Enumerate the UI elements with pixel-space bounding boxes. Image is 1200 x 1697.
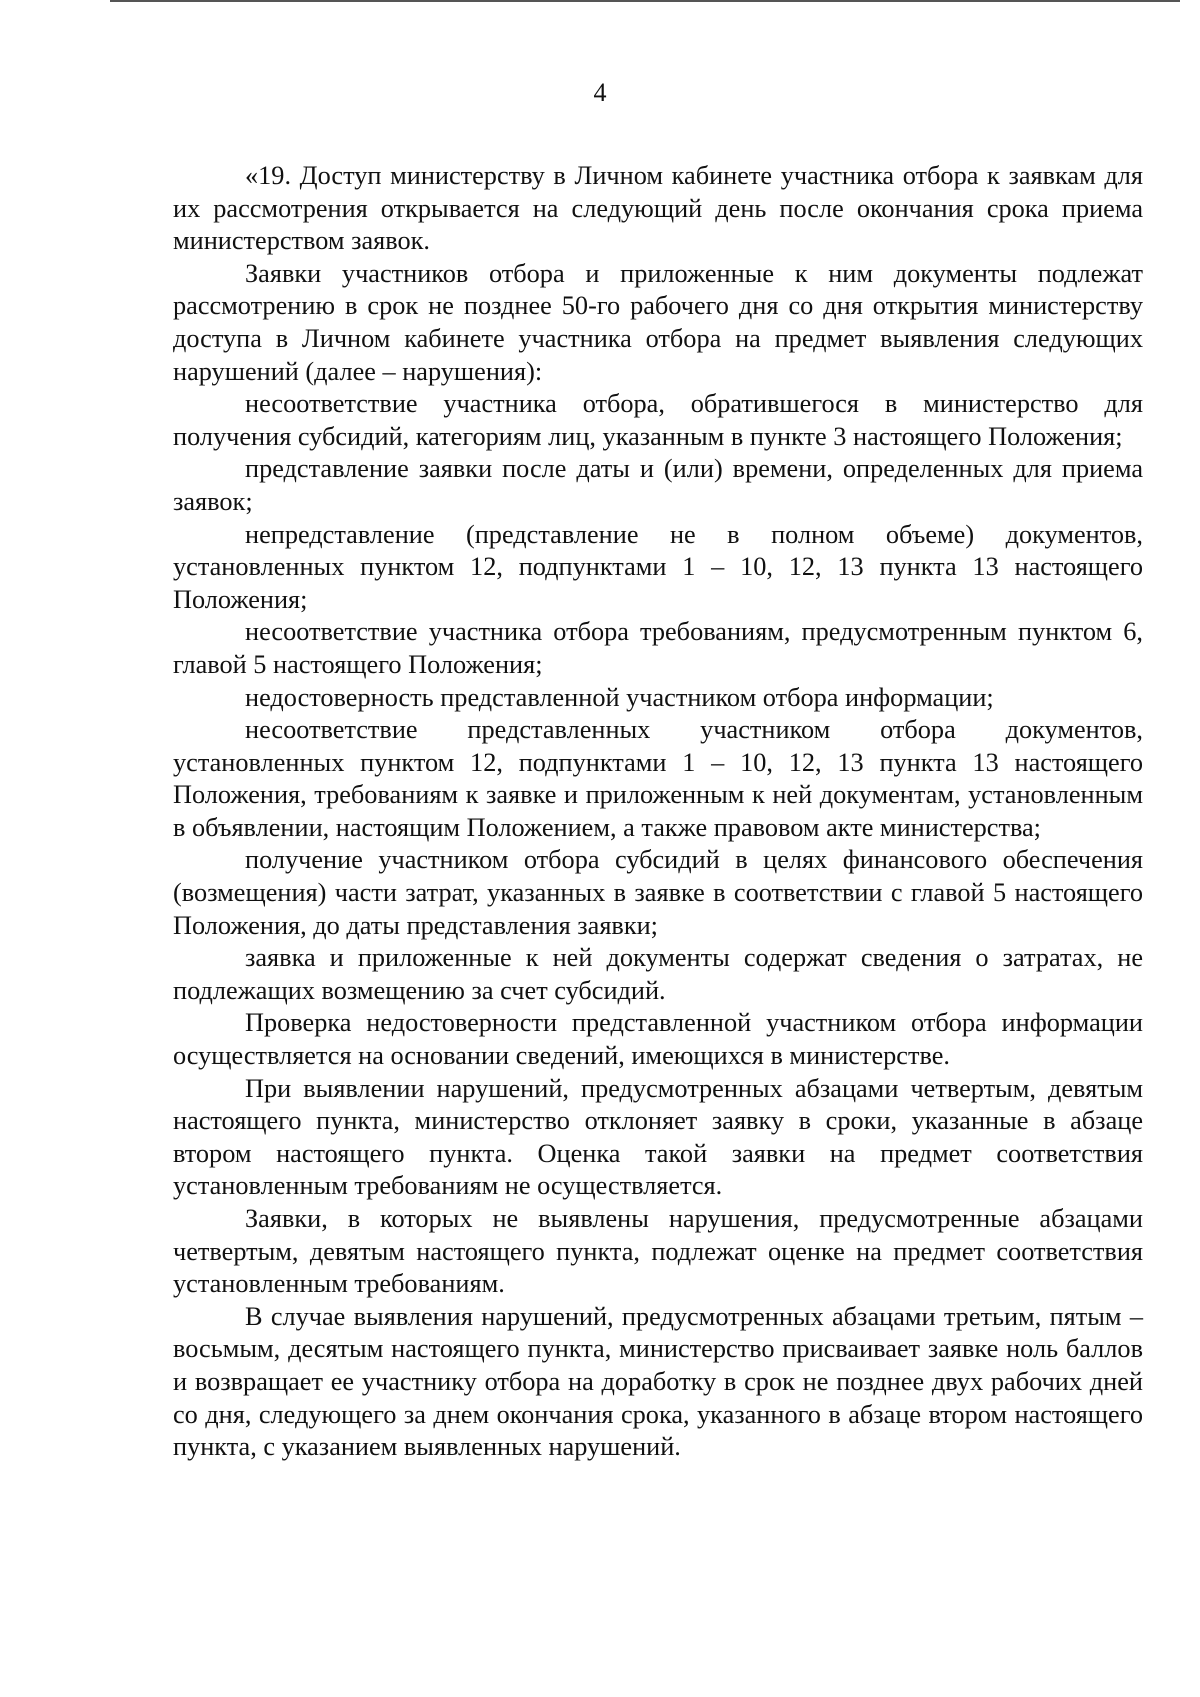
paragraph-verification: Проверка недостоверности представленной участником отбора информации осуществляется на основании сведений, имеющихся в министерстве. bbox=[173, 1008, 1143, 1071]
paragraph-violation-costs: заявка и приложенные к ней документы содержат сведения о затратах, не подлежащих возмещению за счет субсидий. bbox=[173, 943, 1143, 1005]
paragraph-review-term: Заявки участников отбора и приложенные к ним документы подлежат рассмотрению в срок не позднее 50-го рабочего дня со дня открытия министерству доступа в Личном кабинете участника отбора на предмет выявления следующих нарушений (далее – нарушения): bbox=[173, 258, 1143, 386]
top-scan-border bbox=[110, 0, 1180, 2]
paragraph-violation-docs-mismatch: несоответствие представленных участником отбора документов, установленных пунктом 12, подпунктами 1 – 10, 12, 13 пункта 13 настоящего Положения, требованиям к заявке и приложенным к ней документам, установленным в объявлении, настоящим Положением, а также правовом акте министерства; bbox=[173, 715, 1143, 842]
paragraph-rejection: При выявлении нарушений, предусмотренных абзацами четвертым, девятым настоящего пункта, министерство отклоняет заявку в сроки, указанные в абзаце втором настоящего пункта. Оценка такой заявки на предмет соответствия установленным требованиям не осуществляется. bbox=[173, 1073, 1143, 1201]
paragraph-violation-missing-docs: непредставление (представление не в полном объеме) документов, установленных пунктом 12, подпунктами 1 – 10, 12, 13 пункта 13 настоящего Положения; bbox=[173, 519, 1143, 614]
paragraph-violation-prior-subsidy: получение участником отбора субсидий в целях финансового обеспечения (возмещения) части затрат, указанных в заявке в соответствии с главой 5 настоящего Положения, до даты представления заявки; bbox=[173, 845, 1143, 940]
page-number: 4 bbox=[593, 78, 607, 107]
document-body bbox=[173, 160, 1143, 1464]
paragraph-violation-requirements: несоответствие участника отбора требованиям, предусмотренным пунктом 6, главой 5 настоящего Положения; bbox=[173, 617, 1143, 679]
paragraph-clause-19: «19. Доступ министерству в Личном кабинете участника отбора к заявкам для их рассмотрения открывается на следующий день после окончания срока приема министерством заявок. bbox=[173, 161, 1143, 256]
paragraph-violation-late: представление заявки после даты и (или) времени, определенных для приема заявок; bbox=[173, 454, 1143, 516]
paragraph-return-for-revision: В случае выявления нарушений, предусмотренных абзацами третьим, пятым – восьмым, десятым настоящего пункта, министерство присваивает заявке ноль баллов и возвращает ее участнику отбора на доработку в срок не позднее двух рабочих дней со дня, следующего за днем окончания срока, указанного в абзаце втором настоящего пункта, с указанием выявленных нарушений. bbox=[173, 1301, 1143, 1462]
paragraph-violation-category: несоответствие участника отбора, обратившегося в министерство для получения субсидий, категориям лиц, указанным в пункте 3 настоящего Положения; bbox=[173, 389, 1143, 451]
paragraph-evaluation: Заявки, в которых не выявлены нарушения, предусмотренные абзацами четвертым, девятым настоящего пункта, подлежат оценке на предмет соответствия установленным требованиям. bbox=[173, 1204, 1143, 1299]
paragraph-violation-unreliable: недостоверность представленной участником отбора информации; bbox=[245, 682, 994, 712]
